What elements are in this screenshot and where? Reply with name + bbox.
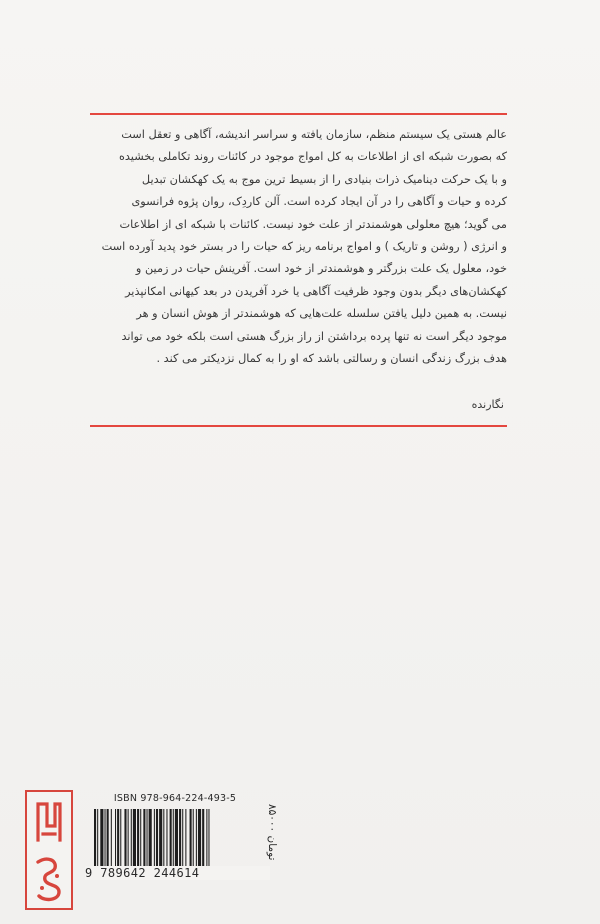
barcode-bar: [147, 809, 148, 871]
blurb-line: عالم هستی یک سیستم منظم، سازمان یافته و سراسر اندیشه، آگاهی و تعقل است: [121, 128, 507, 141]
barcode-bar: [159, 809, 162, 871]
blurb-line: و با یک حرکت دینامیک ذرات بنیادی را از بسیط ترین موج به یک کهکشان تبدیل: [141, 172, 507, 186]
barcode-bar: [124, 809, 126, 871]
barcode-bar: [182, 809, 183, 871]
barcode-bar: [173, 809, 174, 871]
barcode-number: 9 789642 244614: [85, 866, 270, 880]
blurb-line: کهکشان‌های دیگر بدون وجود ظرفیت آگاهی یا خرد آفریدن در بعد کیهانی امکانپذیر: [125, 284, 507, 298]
barcode-bar: [193, 809, 194, 871]
blurb-line: هدف بزرگ زندگی انسان و رسالتی باشد که او را به کمال نزدیکتر می کند .: [156, 351, 507, 365]
barcode-bar: [190, 809, 192, 871]
barcode-bar: [206, 809, 207, 871]
barcode-bar: [196, 809, 197, 871]
blurb-line: نیست. به همین دلیل یافتن سلسله علت‌هایی که هوشمندتر از هوش انسان و هر: [136, 307, 507, 321]
isbn-text: ISBN 978-964-224-493-5: [113, 793, 237, 804]
publisher-logo: [25, 790, 73, 910]
top-red-rule: [90, 113, 507, 115]
publisher-logo-script-icon: [33, 854, 65, 904]
barcode-bar: [166, 809, 167, 871]
barcode-bar: [105, 809, 106, 871]
barcode-bar: [107, 809, 109, 871]
barcode-bar: [137, 809, 139, 871]
barcode-bar: [170, 809, 172, 871]
blurb-line: و انرژی ( روشن و تاریک ) و امواج برنامه ریز که حیات را در بستر خود پدید آورده است: [101, 239, 507, 253]
barcode-bar: [154, 809, 155, 871]
price-label: ۸۵۰۰۰ تومان: [266, 803, 278, 861]
barcode-bar: [128, 809, 129, 871]
barcode-bar: [117, 809, 119, 871]
barcode-bar: [100, 809, 103, 871]
blurb-line: که بصورت شبکه ای از اطلاعات به کل امواج موجود در کائنات روند تکاملی بخشیده: [118, 150, 507, 164]
barcode-bar: [185, 809, 186, 871]
bottom-red-rule: [90, 425, 507, 427]
blurb-line: کرده و حیات و آگاهی را در آن ایجاد کرده است. آلن کاردِک، روان پژوه فرانسوی: [131, 195, 507, 209]
blurb-line: موجود دیگر است نه تنها پرده برداشتن از راز بزرگ هستی است بلکه خود می تواند: [121, 329, 507, 343]
barcode-bar: [120, 809, 121, 871]
barcode-bar: [208, 809, 209, 871]
barcode-bar: [131, 809, 132, 871]
blurb-paragraph: [90, 124, 507, 370]
barcode-bar: [149, 809, 152, 871]
blurb-line: می گوید؛ هیچ معلولی هوشمندتر از علت خود نیست. کائنات با شبکه ای از اطلاعات: [119, 217, 507, 231]
barcode-bar: [133, 809, 136, 871]
barcode-image: [92, 809, 254, 873]
barcode-bar: [140, 809, 141, 871]
author-signature: نگارنده: [471, 398, 504, 411]
barcode-bar: [97, 809, 98, 871]
barcode-bar: [175, 809, 178, 871]
publisher-logo-mark-icon: [35, 800, 63, 844]
barcode-bar: [163, 809, 164, 871]
barcode-bar: [115, 809, 116, 871]
blurb-line: خود، معلول یک علت بزرگتر و هوشمندتر از خود است. آفرینش حیات در زمین و: [135, 262, 507, 276]
barcode-bar: [94, 809, 96, 871]
barcode-bar: [143, 809, 145, 871]
barcode-bar: [179, 809, 181, 871]
barcode-bar: [156, 809, 158, 871]
barcode-bar: [111, 809, 112, 871]
barcode-bar: [202, 809, 204, 871]
barcode-bar: [198, 809, 201, 871]
